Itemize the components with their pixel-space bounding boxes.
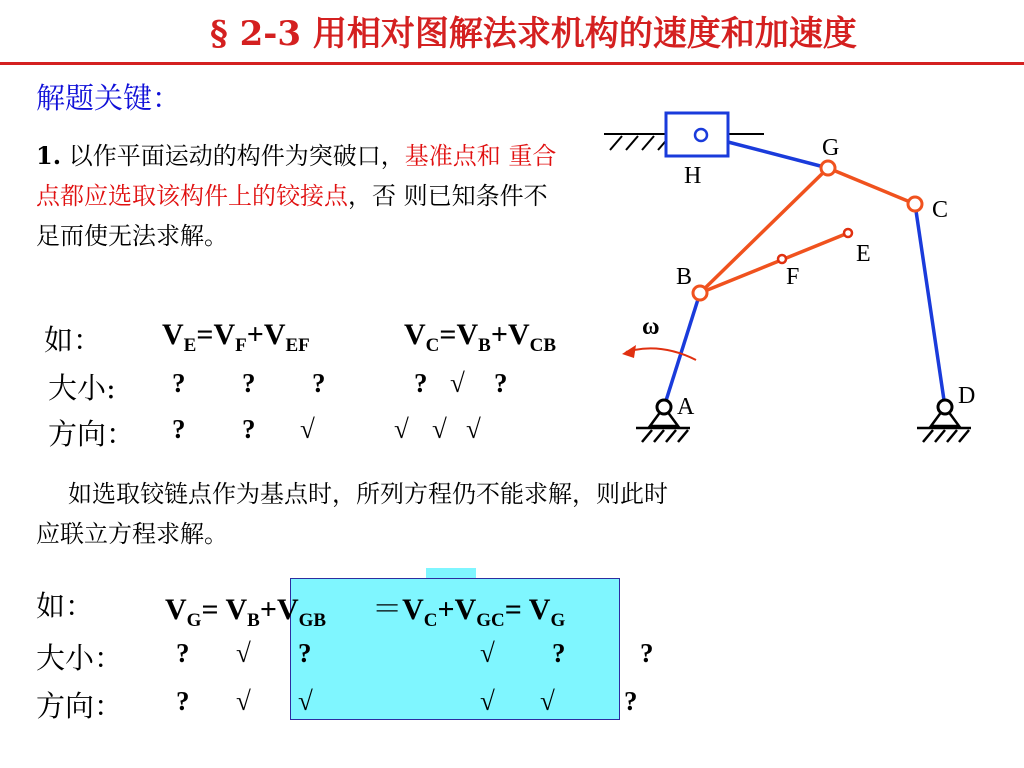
magnitude-mark: ? — [298, 638, 312, 668]
para1-highlight: 基准点和 重合点都应选取该构件上的铰接点 — [36, 142, 557, 210]
direction-label: 方向： — [48, 417, 136, 451]
label-omega: ω — [642, 314, 660, 340]
direction-mark: √ — [432, 414, 447, 444]
label-h: H — [684, 163, 702, 189]
orange-links — [700, 168, 915, 293]
joint-c — [908, 197, 922, 211]
magnitude-mark: √ — [236, 638, 251, 668]
direction-mark: √ — [480, 686, 495, 716]
magnitude-mark: √ — [450, 368, 465, 398]
label-e: E — [856, 241, 871, 267]
label-c: C — [932, 197, 949, 223]
mechanism-diagram — [590, 100, 990, 450]
label-g: G — [822, 135, 840, 161]
example1-label: 如： — [44, 323, 103, 357]
title-divider — [0, 62, 1024, 65]
velocity-equation-e: $V_E=V_F+V_{EF}$ — [162, 318, 310, 356]
blue-links — [664, 135, 945, 407]
key-heading: 解题关键： — [36, 81, 182, 115]
page-title: § 2-3 用相对图解法求机构的速度和加速度 — [210, 14, 857, 54]
magnitude-mark: ? — [242, 368, 256, 398]
velocity-equation-g: $V_G= V_B+V_{GB} =V_C+V_{GC}= V_G$ — [165, 593, 566, 631]
joint-h — [695, 129, 707, 141]
direction-mark: ? — [242, 414, 256, 444]
direction-mark: ? — [172, 414, 186, 444]
joint-g — [821, 161, 835, 175]
para1-text-a: 以作平面运动的构件为突破口， — [61, 142, 405, 170]
label-b: B — [676, 264, 693, 290]
example2-label: 如： — [36, 589, 95, 623]
label-f: F — [786, 264, 800, 290]
magnitude-mark: ? — [640, 638, 654, 668]
joint-a — [657, 400, 671, 414]
direction-mark: √ — [466, 414, 481, 444]
omega-arrow — [626, 348, 696, 360]
magnitude-mark: ? — [176, 638, 190, 668]
magnitude-mark: √ — [480, 638, 495, 668]
magnitude-mark: ? — [552, 638, 566, 668]
direction-mark: √ — [394, 414, 409, 444]
omega-arrowhead — [622, 345, 636, 358]
direction-mark: ? — [176, 686, 190, 716]
point-number: 1. — [36, 141, 62, 170]
point-f — [778, 255, 786, 263]
joint-b — [693, 286, 707, 300]
magnitude-label: 大小: — [48, 371, 116, 405]
magnitude-mark: ? — [172, 368, 186, 398]
direction-label: 方向： — [36, 689, 124, 723]
label-d: D — [958, 383, 976, 409]
direction-mark: √ — [300, 414, 315, 444]
point-e — [844, 229, 852, 237]
direction-mark: √ — [236, 686, 251, 716]
direction-mark: √ — [540, 686, 555, 716]
magnitude-label: 大小： — [36, 641, 124, 675]
joint-d — [938, 400, 952, 414]
combined-equation-note: 如选取铰链点作为基点时，所列方程仍不能求解，则此时应联立方程求解。 — [36, 480, 668, 548]
label-a: A — [677, 394, 695, 420]
direction-mark: ? — [624, 686, 638, 716]
key-point-paragraph — [36, 136, 566, 256]
direction-mark: √ — [298, 686, 313, 716]
magnitude-mark: ? — [494, 368, 508, 398]
para1-text-b: ，否 则已知条件不足而使无法求解。 — [36, 182, 548, 250]
velocity-equation-c: $V_C=V_B+V_{CB}$ — [404, 318, 557, 356]
magnitude-mark: ? — [312, 368, 326, 398]
magnitude-mark: ? — [414, 368, 428, 398]
